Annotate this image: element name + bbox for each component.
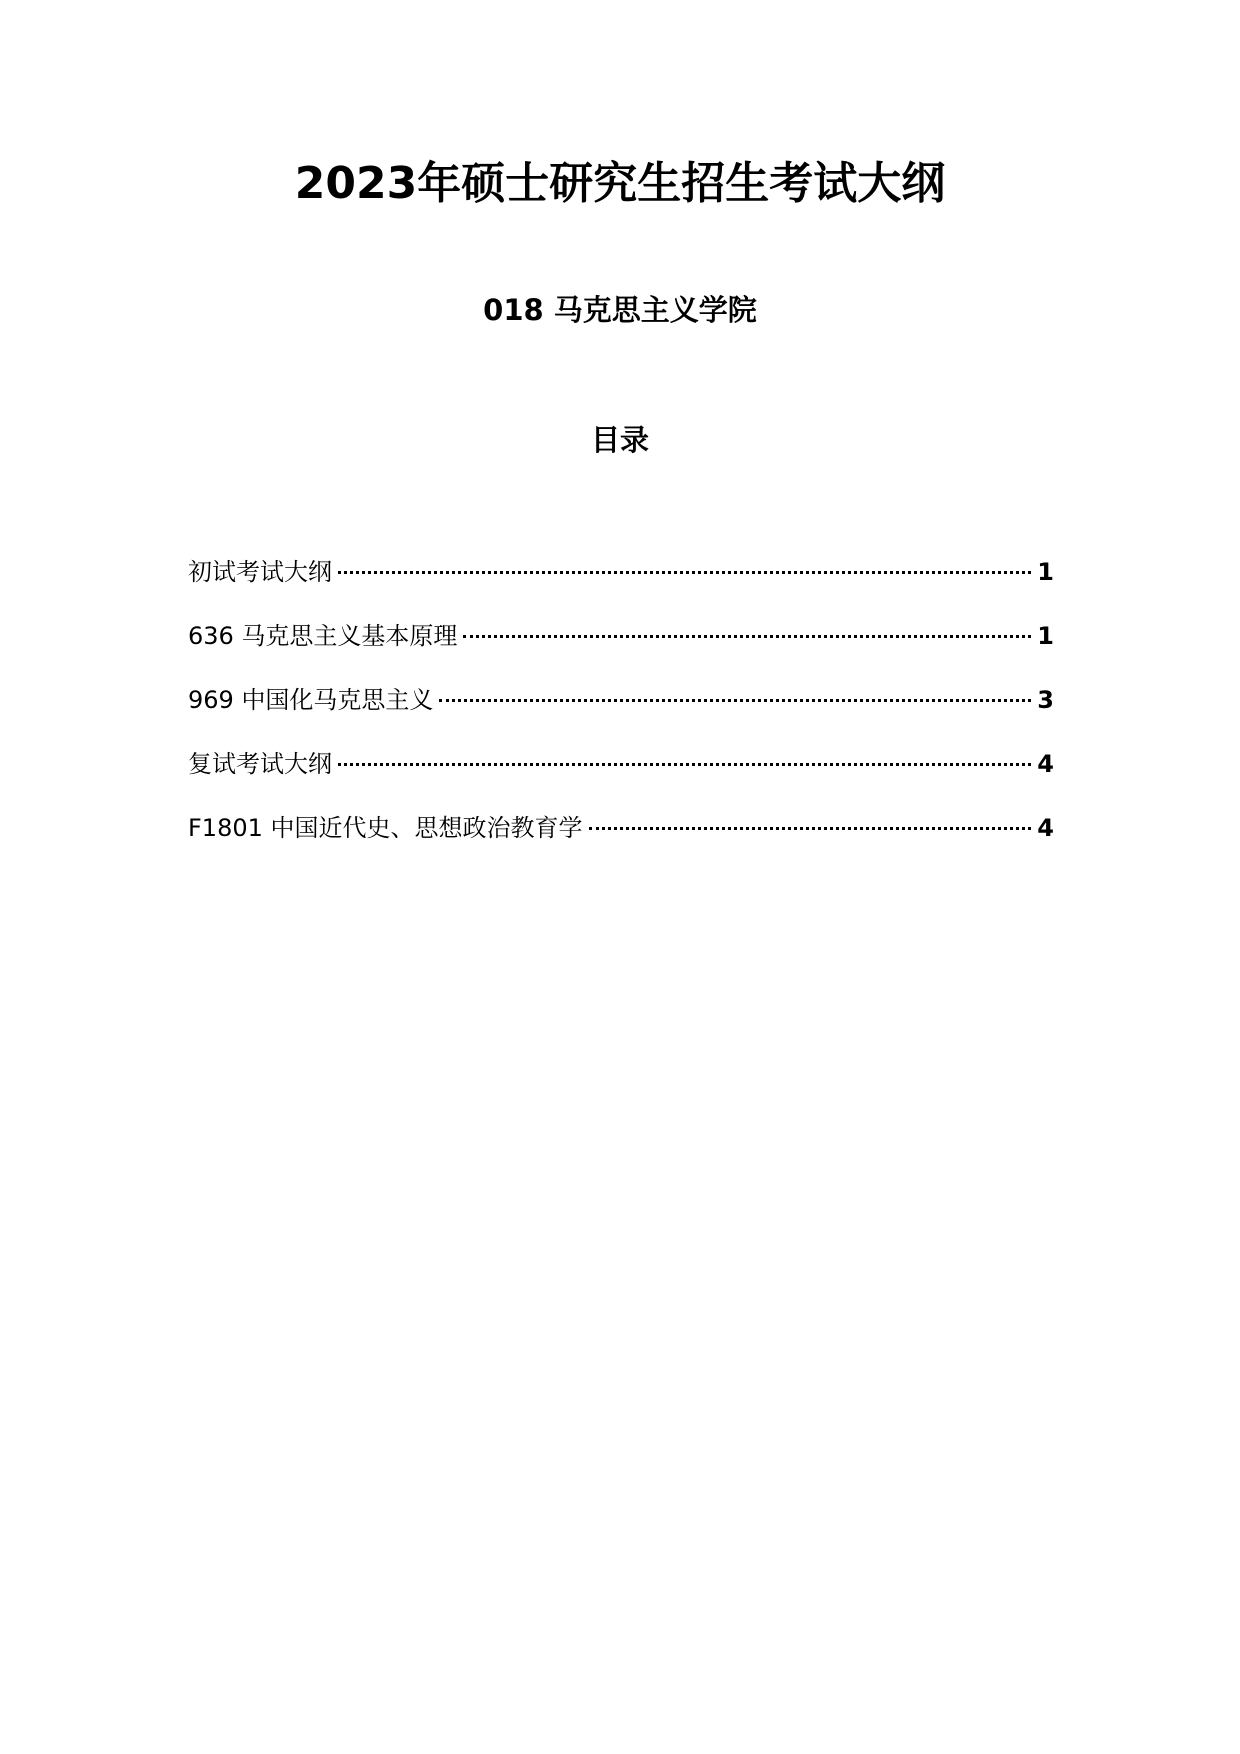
toc-entry-label: 636 马克思主义基本原理 [188,622,458,650]
toc-entry-page-number: 1 [1037,622,1054,650]
toc-entry-label: 969 中国化马克思主义 [188,686,434,714]
toc-entry-label: 复试考试大纲 [188,750,332,778]
toc-dot-leader [338,571,1031,574]
table-of-contents [188,556,1054,876]
toc-entry-f1801[interactable] [188,812,1054,876]
toc-entry-label: F1801 中国近代史、思想政治教育学 [188,814,583,842]
toc-entry-page-number: 4 [1037,814,1054,842]
toc-dot-leader [439,699,1031,702]
toc-dot-leader [463,635,1031,638]
toc-heading: 目录 [590,423,649,457]
toc-dot-leader [338,763,1031,766]
toc-entry-page-number: 4 [1037,750,1054,778]
toc-entry-page-number: 1 [1037,558,1054,586]
document-subtitle: 018 马克思主义学院 [483,293,757,327]
document-title: 2023年硕士研究生招生考试大纲 [294,158,946,209]
toc-dot-leader [589,827,1032,830]
toc-entry-636[interactable] [188,620,1054,684]
toc-entry-retest-exam[interactable] [188,748,1054,812]
toc-entry-initial-exam[interactable] [188,556,1054,620]
toc-entry-969[interactable] [188,684,1054,748]
toc-entry-page-number: 3 [1037,686,1054,714]
toc-entry-label: 初试考试大纲 [188,558,332,586]
